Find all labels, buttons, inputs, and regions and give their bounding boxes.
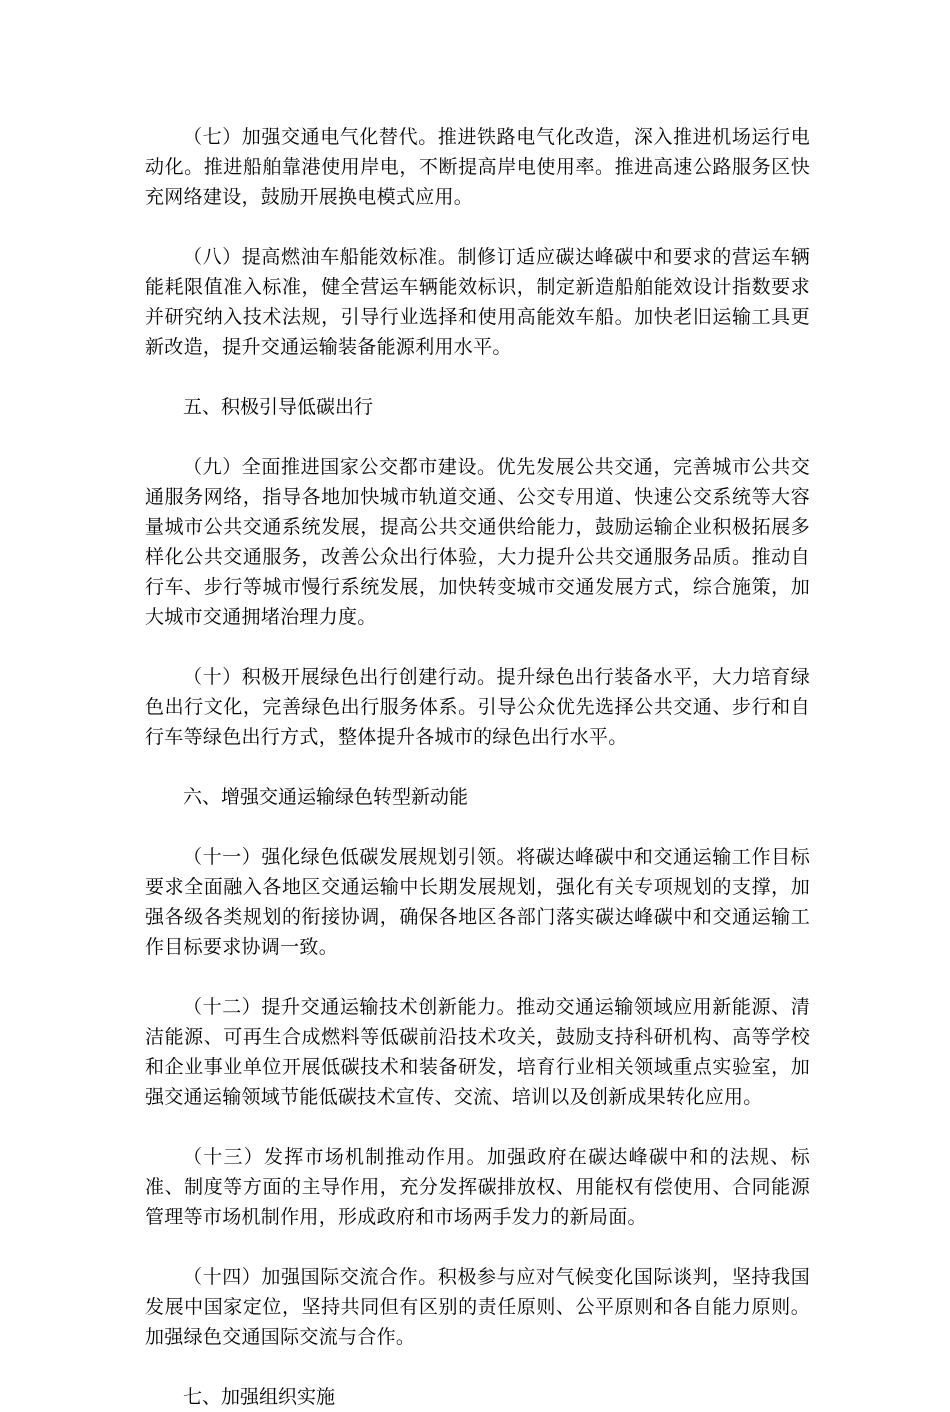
paragraph-7: （七）加强交通电气化替代。推进铁路电气化改造，深入推进机场运行电动化。推进船舶靠港使用岸电，不断提高岸电使用率。推进高速公路服务区快充网络建设，鼓励开展换电模式应用。: [145, 126, 810, 208]
section-heading-5: 五、积极引导低碳出行: [183, 396, 374, 418]
paragraph-11: （十一）强化绿色低碳发展规划引领。将碳达峰碳中和交通运输工作目标要求全面融入各地区交通运输中长期发展规划，强化有关专项规划的支撑，加强各级各类规划的衔接协调，确保各地区各部门落实碳达峰碳中和交通运输工作目标要求协调一致。: [145, 846, 810, 958]
paragraph-14: （十四）加强国际交流合作。积极参与应对气候变化国际谈判，坚持我国发展中国家定位，坚持共同但有区别的责任原则、公平原则和各自能力原则。加强绿色交通国际交流与合作。: [145, 1266, 810, 1348]
paragraph-13: （十三）发挥市场机制推动作用。加强政府在碳达峰碳中和的法规、标准、制度等方面的主导作用，充分发挥碳排放权、用能权有偿使用、合同能源管理等市场机制作用，形成政府和市场两手发力的新局面。: [145, 1146, 810, 1228]
document-body: [145, 122, 810, 1412]
paragraph-gap: [145, 422, 810, 452]
section-heading-7: 七、加强组织实施: [183, 1386, 336, 1408]
paragraph-gap: [145, 362, 810, 392]
paragraph-gap: [145, 812, 810, 842]
paragraph-gap: [145, 212, 810, 242]
section-heading-6: 六、增强交通运输绿色转型新动能: [183, 786, 469, 808]
paragraph-gap: [145, 1352, 810, 1382]
paragraph-12: （十二）提升交通运输技术创新能力。推动交通运输领域应用新能源、清洁能源、可再生合成燃料等低碳前沿技术攻关，鼓励支持科研机构、高等学校和企业事业单位开展低碳技术和装备研发，培育行业相关领域重点实验室，加强交通运输领域节能低碳技术宣传、交流、培训以及创新成果转化应用。: [145, 996, 810, 1108]
paragraph-10: （十）积极开展绿色出行创建行动。提升绿色出行装备水平，大力培育绿色出行文化，完善绿色出行服务体系。引导公众优先选择公共交通、步行和自行车等绿色出行方式，整体提升各城市的绿色出行水平。: [145, 666, 810, 748]
paragraph-gap: [145, 1232, 810, 1262]
paragraph-gap: [145, 752, 810, 782]
paragraph-9: （九）全面推进国家公交都市建设。优先发展公共交通，完善城市公共交通服务网络，指导各地加快城市轨道交通、公交专用道、快速公交系统等大容量城市公共交通系统发展，提高公共交通供给能力，鼓励运输企业积极拓展多样化公共交通服务，改善公众出行体验，大力提升公共交通服务品质。推动自行车、步行等城市慢行系统发展，加快转变城市交通发展方式，综合施策，加大城市交通拥堵治理力度。: [145, 456, 810, 628]
paragraph-gap: [145, 632, 810, 662]
paragraph-gap: [145, 962, 810, 992]
paragraph-gap: [145, 1112, 810, 1142]
paragraph-8: （八）提高燃油车船能效标准。制修订适应碳达峰碳中和要求的营运车辆能耗限值准入标准，健全营运车辆能效标识，制定新造船舶能效设计指数要求并研究纳入技术法规，引导行业选择和使用高能效车船。加快老旧运输工具更新改造，提升交通运输装备能源利用水平。: [145, 246, 810, 358]
